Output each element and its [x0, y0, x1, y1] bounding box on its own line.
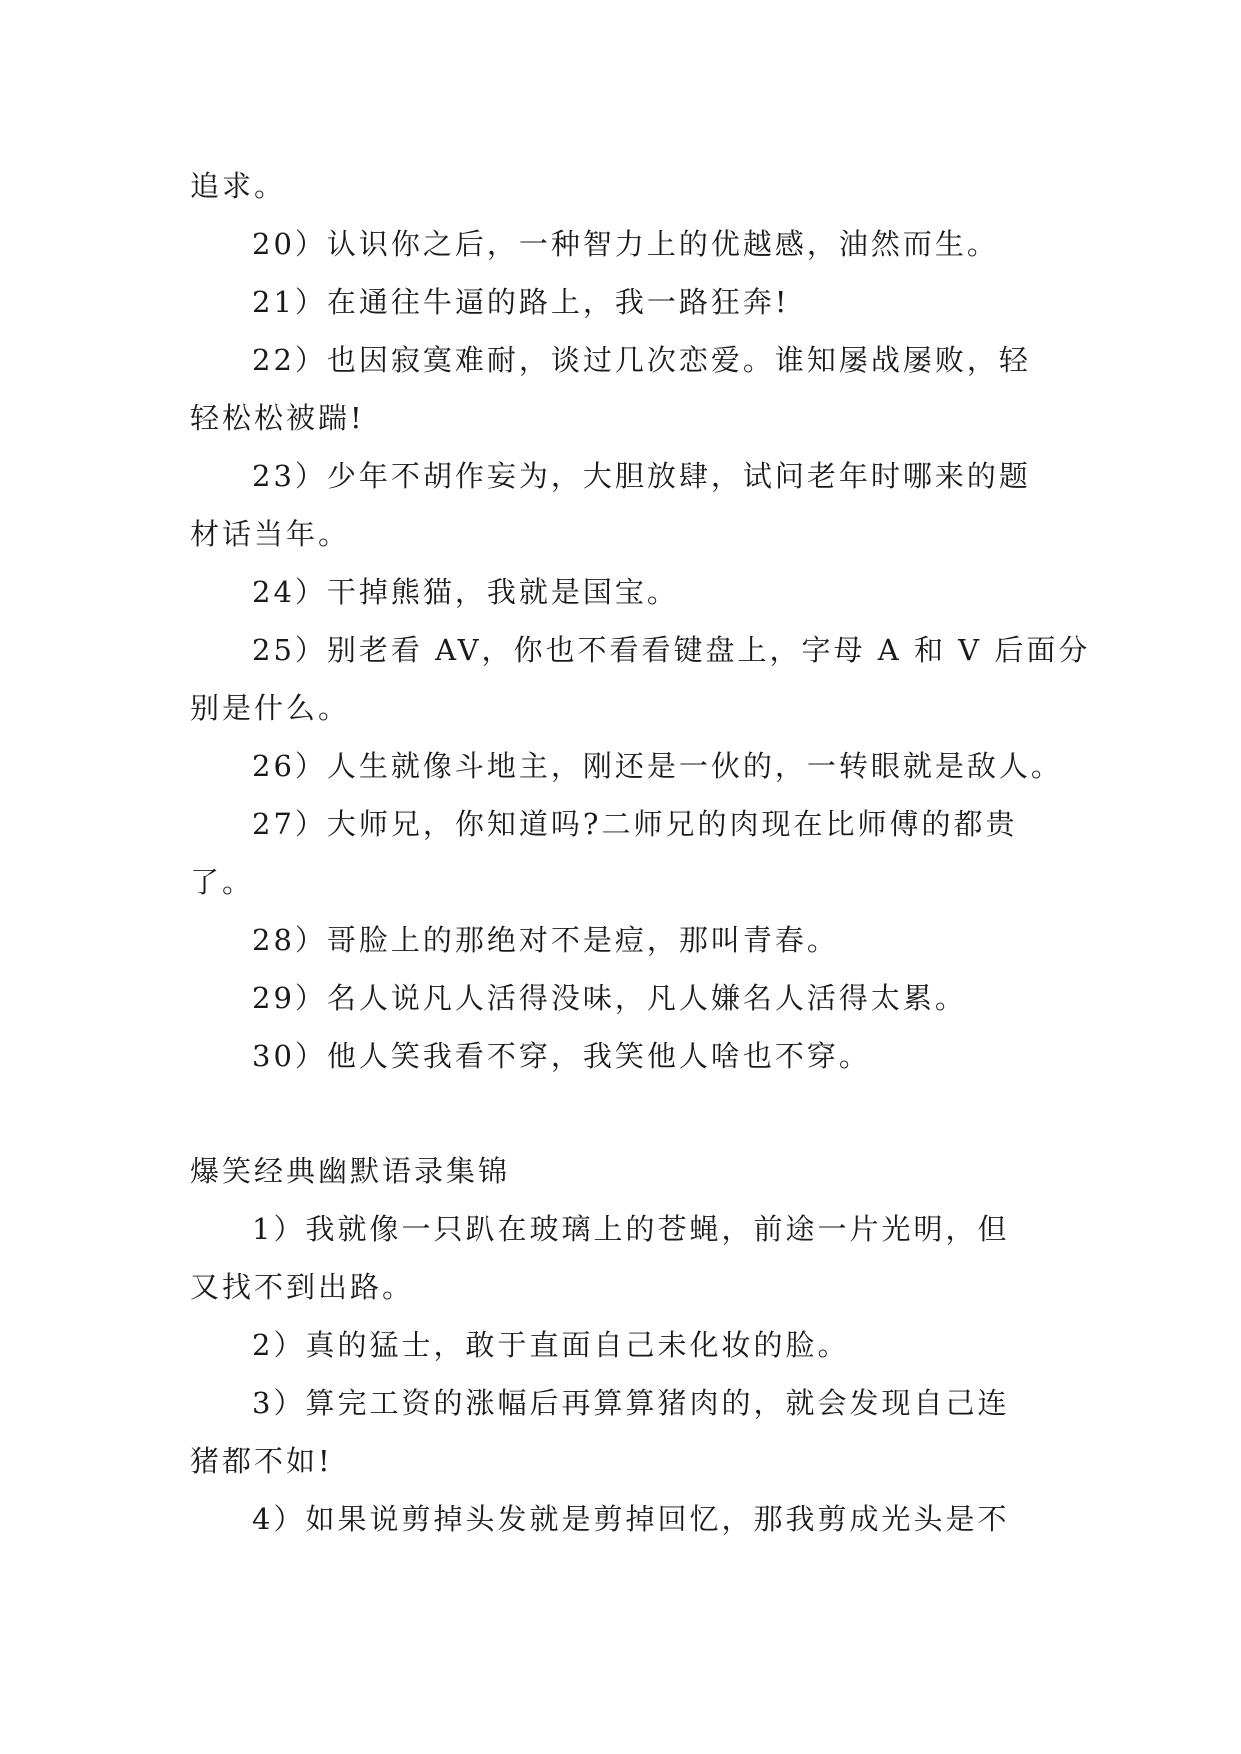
text-line: 4）如果说剪掉头发就是剪掉回忆，那我剪成光头是不 — [252, 1502, 1010, 1536]
text-line: 26）人生就像斗地主，刚还是一伙的，一转眼就是敌人。 — [252, 749, 1063, 783]
text-line: 1）我就像一只趴在玻璃上的苍蝇，前途一片光明，但 — [252, 1212, 1010, 1246]
text-line: 材话当年。 — [190, 517, 351, 551]
text-line: 21）在通往牛逼的路上，我一路狂奔! — [252, 285, 790, 319]
text-line: 3）算完工资的涨幅后再算算猪肉的，就会发现自己连 — [252, 1386, 1010, 1420]
text-line: 又找不到出路。 — [190, 1270, 415, 1304]
text-line: 30）他人笑我看不穿，我笑他人啥也不穿。 — [252, 1039, 871, 1073]
text-line: 猪都不如! — [190, 1444, 333, 1478]
text-line: 20）认识你之后，一种智力上的优越感，油然而生。 — [252, 227, 999, 261]
text-line: 别是什么。 — [190, 691, 351, 725]
section-heading: 爆笑经典幽默语录集锦 — [190, 1154, 511, 1188]
text-line: 24）干掉熊猫，我就是国宝。 — [252, 575, 679, 609]
text-line: 轻松松被踹! — [190, 401, 365, 435]
text-line: 2）真的猛士，敢于直面自己未化妆的脸。 — [252, 1328, 850, 1362]
text-line: 追求。 — [190, 169, 287, 203]
text-line: 23）少年不胡作妄为，大胆放肆，试问老年时哪来的题 — [252, 459, 1031, 493]
text-line: 28）哥脸上的那绝对不是痘，那叫青春。 — [252, 923, 839, 957]
text-line: 了。 — [190, 865, 255, 899]
text-line: 27）大师兄，你知道吗?二师兄的肉现在比师傅的都贵 — [252, 807, 1018, 841]
text-line: 25）别老看 AV，你也不看看键盘上，字母 A 和 V 后面分 — [252, 633, 1091, 667]
text-line: 22）也因寂寞难耐，谈过几次恋爱。谁知屡战屡败，轻 — [252, 343, 1031, 377]
text-line: 29）名人说凡人活得没味，凡人嫌名人活得太累。 — [252, 981, 967, 1015]
